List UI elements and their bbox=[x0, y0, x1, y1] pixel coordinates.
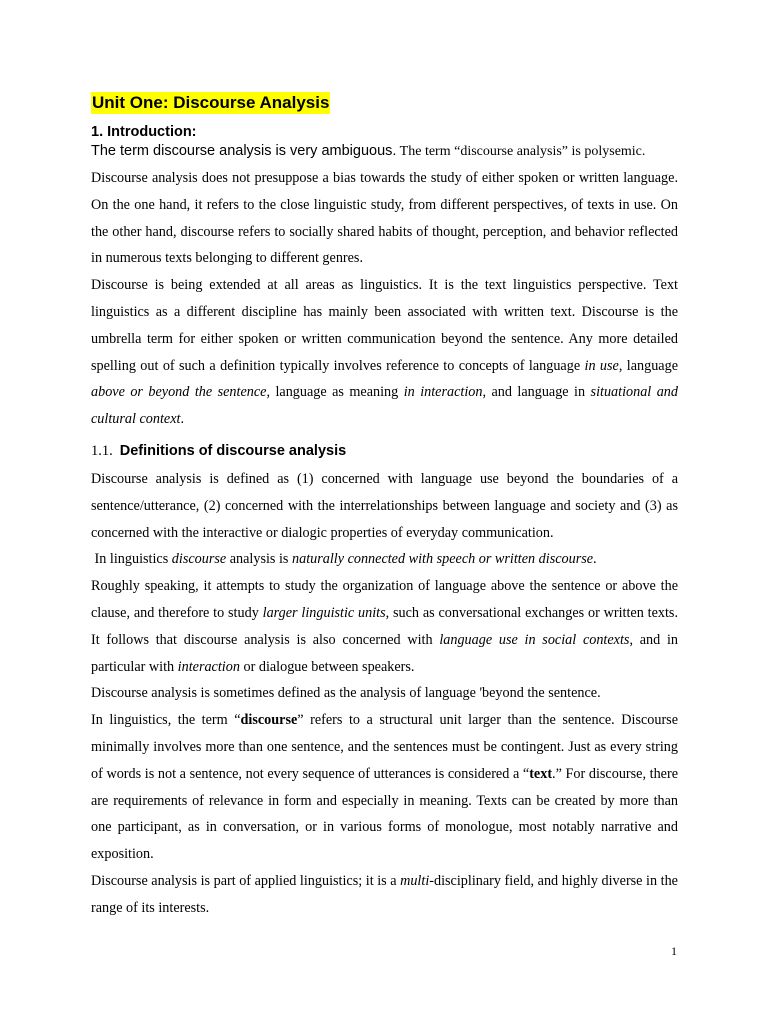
p4-italic-connected: naturally connected with speech or written discourse bbox=[292, 551, 594, 568]
p2-text-e: . bbox=[180, 411, 184, 428]
p2-text-b: , language bbox=[618, 357, 678, 374]
p5-italic-larger-units: larger linguistic units bbox=[262, 604, 386, 621]
p2-text-d: , and language in bbox=[482, 384, 591, 401]
page-content bbox=[91, 92, 678, 922]
p4-text-a: In linguistics bbox=[91, 551, 172, 568]
paragraph-4 bbox=[91, 546, 678, 573]
p2-italic-beyond-sentence: above or beyond the sentence bbox=[91, 384, 267, 401]
p8-text-b: -disciplinary field, and highly diverse in the range of its interests. bbox=[91, 872, 678, 916]
p7-bold-text: text bbox=[529, 765, 553, 782]
p5-text-a: Roughly speaking, it attempts to study the organization of language above the sentence or above the clause, and therefore to study bbox=[91, 578, 678, 621]
p5-text-c: , and in particular with bbox=[91, 631, 678, 675]
p7-text-b: ” refers to a structural unit larger than the sentence. Discourse minimally involves more than one sentence, and the sentences must be contingent. Just as every string of words is not a sentence, not every sequence of utterances is considered a “ bbox=[91, 712, 678, 782]
definitions-heading bbox=[91, 442, 678, 460]
page-number: 1 bbox=[671, 944, 677, 958]
paragraph-8 bbox=[91, 868, 678, 922]
introduction-heading: 1. Introduction: bbox=[91, 124, 197, 140]
paragraph-2 bbox=[91, 272, 678, 433]
paragraph-6: Discourse analysis is sometimes defined as the analysis of language 'beyond the sentence. bbox=[91, 685, 601, 702]
intro-sans-text: The term discourse analysis is very ambiguous. bbox=[91, 143, 397, 159]
p4-italic-discourse: discourse bbox=[171, 551, 227, 568]
definitions-heading-number: 1.1. bbox=[91, 442, 113, 459]
p5-italic-interaction: interaction bbox=[177, 658, 240, 675]
p7-text-a: In linguistics, the term “ bbox=[91, 712, 241, 729]
p4-text-c: . bbox=[593, 551, 597, 568]
p2-italic-context: situational and cultural context bbox=[91, 384, 678, 428]
paragraph-3: Discourse analysis is defined as (1) concerned with language use beyond the boundaries of a sentence/utterance, (2) concerned with the interrelationships between language and society and (3) as concerned with the interactive or dialogic properties of everyday communication. bbox=[91, 470, 678, 541]
paragraph-1: Discourse analysis does not presuppose a bias towards the study of either spoken or written language. On the one hand, it refers to the close linguistic study, from different perspectives, of texts in use. On the other hand, discourse refers to socially shared habits of thought, perception, and behavior reflected in numerous texts belonging to different genres. bbox=[91, 170, 678, 267]
p5-text-b: , such as conversational exchanges or written texts. It follows that discourse analysis is also concerned with bbox=[91, 604, 678, 648]
p4-text-b: analysis is bbox=[226, 551, 292, 568]
intro-serif-text: The term “discourse analysis” is polysemic. bbox=[396, 144, 646, 159]
unit-title: Unit One: Discourse Analysis bbox=[92, 93, 330, 112]
p2-italic-in-use: in use bbox=[584, 357, 619, 374]
p2-text-a: Discourse is being extended at all areas as linguistics. It is the text linguistics perspective. Text linguistics as a different discipline has mainly been associated with written text. Discourse is the umbrella term for either spoken or written communication beyond the sentence. Any more detailed spelling out of such a definition typically involves reference to concepts of language bbox=[91, 277, 678, 374]
p7-text-c: .” For discourse, there are requirements of relevance in form and especially in meaning. Texts can be created by more than one participant, as in conversation, or in various forms of monologue, most notably narrative and exposition. bbox=[91, 765, 679, 863]
definitions-heading-text: Definitions of discourse analysis bbox=[119, 442, 347, 459]
p2-italic-interaction: in interaction bbox=[403, 384, 483, 401]
p8-italic-multi: multi bbox=[400, 872, 430, 889]
p5-italic-social-contexts: language use in social contexts bbox=[439, 631, 630, 648]
p7-bold-discourse: discourse bbox=[240, 712, 298, 729]
p5-text-d: or dialogue between speakers. bbox=[239, 658, 415, 675]
paragraph-5 bbox=[91, 573, 678, 680]
p2-text-c: , language as meaning bbox=[266, 384, 404, 401]
p8-text-a: Discourse analysis is part of applied linguistics; it is a bbox=[91, 872, 401, 889]
introduction-sentence bbox=[91, 141, 678, 161]
paragraph-7 bbox=[91, 707, 678, 868]
